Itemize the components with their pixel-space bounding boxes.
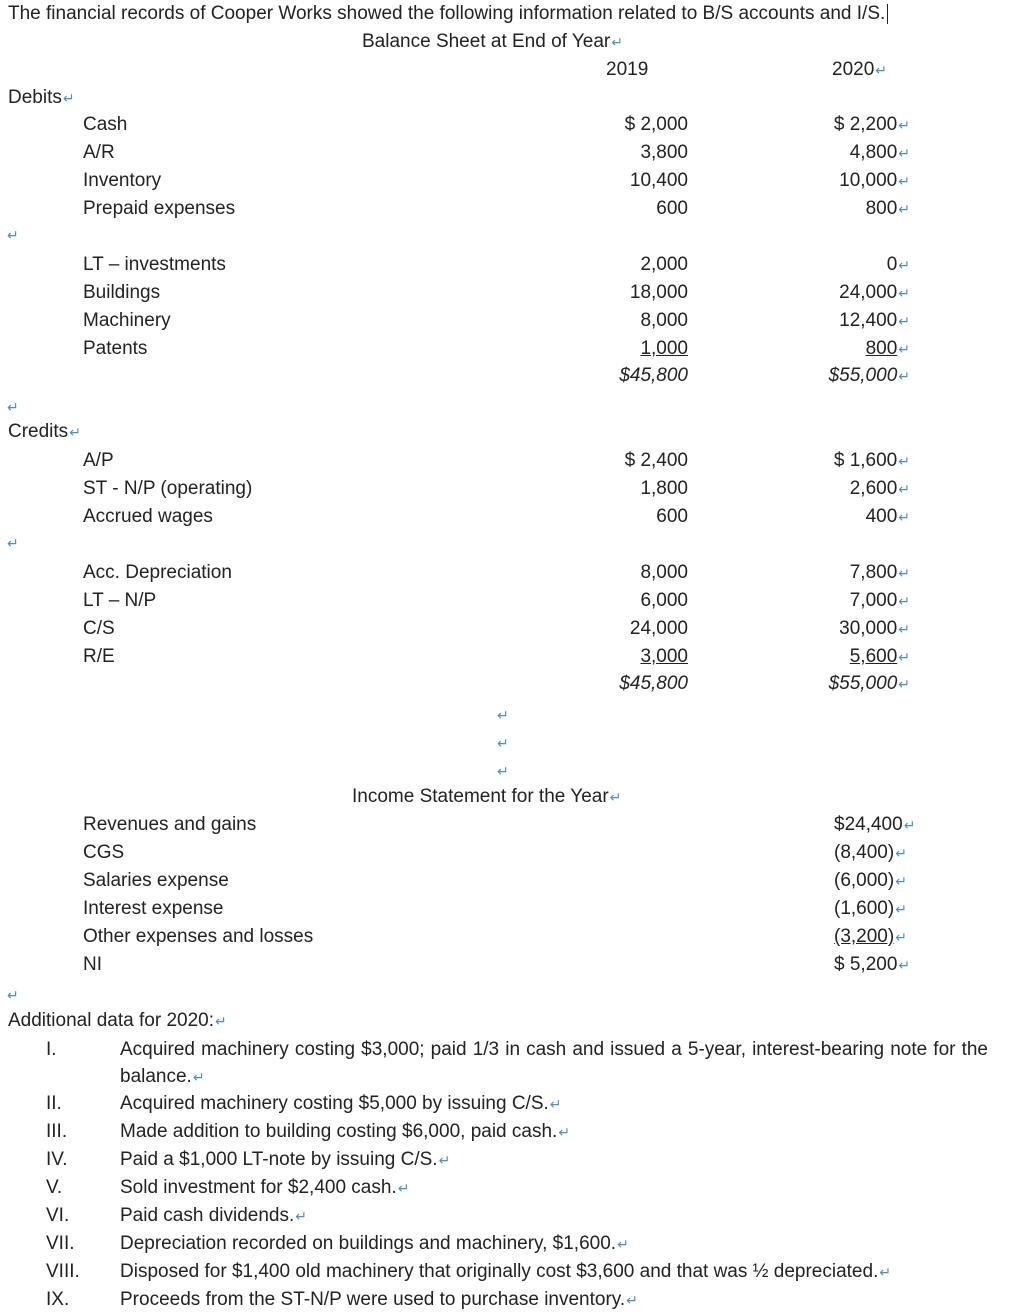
paragraph-mark-icon: ↵ [895,929,907,945]
income-value-text: $24,400 [834,814,903,835]
additional-item-text-content: Made addition to building costing $6,000, paid cash. [120,1121,558,1142]
paragraph-mark-icon: ↵ [898,509,910,525]
value-2019: 2,000 [640,254,688,275]
income-value [834,951,910,979]
value-2020 [780,559,910,587]
value-2020-text: 2,600 [849,478,898,499]
income-value [834,895,907,923]
income-label: CGS [83,842,125,863]
additional-item-text-content: Paid cash dividends. [120,1205,295,1226]
paragraph-mark-icon: ↵ [898,649,910,665]
income-value [834,867,907,895]
additional-item-text [120,1118,988,1146]
income-value [834,811,915,839]
income-statement-title: Income Statement for the Year↵ [352,786,622,807]
value-2020-text: $ 1,600 [833,450,898,471]
paragraph-mark-icon: ↵ [898,313,910,329]
additional-item-text-content: Acquired machinery costing $5,000 by issuing C/S. [120,1093,549,1114]
value-2019: 10,400 [629,170,688,191]
value-2019: 8,000 [640,562,688,583]
income-value [834,839,907,867]
paragraph-mark-icon: ↵ [879,1264,892,1280]
value-2020 [780,111,910,139]
paragraph-mark-icon: ↵ [898,173,910,189]
value-2020 [780,251,910,279]
additional-data-title: Additional data for 2020:↵ [8,1010,227,1031]
value-2020-text: 5,600 [849,646,898,667]
income-label: Interest expense [83,898,224,919]
account-label: R/E [83,646,115,667]
account-label: A/R [83,142,115,163]
income-value-text: (8,400) [834,842,895,863]
paragraph-mark-icon: ↵ [558,1124,571,1140]
debits-total-2020: $55,000↵ [828,365,910,386]
income-value-text: (1,600) [834,898,895,919]
value-2020 [780,139,910,167]
paragraph-mark-icon: ↵ [895,845,907,861]
value-2019: 600 [656,198,688,219]
paragraph-mark-icon: ↵ [397,1180,410,1196]
value-2020-text: 12,400 [839,310,898,331]
paragraph-mark-icon: ↵ [215,1013,227,1029]
paragraph-mark-icon: ↵ [895,873,907,889]
paragraph-mark-icon: ↵ [875,62,888,78]
additional-item-text-content: Sold investment for $2,400 cash. [120,1177,397,1198]
value-2020-text: 400 [865,506,898,527]
additional-item-number: II. [46,1093,62,1114]
intro-text: The financial records of Cooper Works showed the following information related to B/S accounts and I/S. [8,2,888,26]
value-2020 [780,475,910,503]
value-2020 [780,643,910,671]
paragraph-mark-icon: ↵ [895,901,907,917]
income-label: Salaries expense [83,870,229,891]
debits-label: Debits↵ [8,87,75,108]
value-2020-text: 7,000 [849,590,898,611]
paragraph-mark-icon: ↵ [898,145,910,161]
income-value-text: $ 5,200 [834,954,898,975]
paragraph-mark-icon: ↵ [626,1292,638,1308]
income-label: Revenues and gains [83,814,257,835]
paragraph-mark-icon: ↵ [898,565,910,581]
paragraph-mark-icon: ↵ [898,201,910,217]
paragraph-mark-icon: ↵ [611,34,623,50]
additional-item-number: V. [46,1177,63,1198]
value-2019: 1,000 [640,338,688,359]
value-2020-text: 800 [865,338,898,359]
value-2019: 6,000 [640,590,688,611]
value-2020 [780,195,910,223]
paragraph-mark-icon: ↵ [898,621,910,637]
additional-item-number: VI. [46,1205,70,1226]
credits-total-2020: $55,000↵ [828,673,910,694]
paragraph-mark-icon: ↵ [898,453,910,469]
account-label: Accrued wages [83,506,213,527]
paragraph-mark-icon: ↵ [438,1152,451,1168]
value-2020 [780,587,910,615]
value-2019: 3,000 [640,646,688,667]
value-2020-text: $ 2,200 [833,114,898,135]
paragraph-mark-icon: ↵ [62,90,75,106]
additional-item-number: IX. [46,1289,70,1310]
paragraph-mark-icon: ↵ [7,987,19,1003]
additional-item-text [120,1286,988,1314]
income-value-text: (3,200) [834,926,895,947]
text-cursor [887,4,888,24]
paragraph-mark-icon: ↵ [898,285,910,301]
additional-item-number: VII. [46,1233,75,1254]
paragraph-mark-icon: ↵ [192,1069,205,1085]
debits-total-2019: $45,800 [619,365,688,386]
value-2020 [780,615,910,643]
paragraph-mark-icon: ↵ [898,481,910,497]
value-2019: $ 2,000 [624,114,688,135]
value-2020 [780,307,910,335]
income-label: Other expenses and losses [83,926,314,947]
paragraph-mark-icon: ↵ [903,817,916,833]
additional-item-text [120,1230,988,1258]
account-label: Acc. Depreciation [83,562,232,583]
value-2020-text: 30,000 [839,618,898,639]
paragraph-mark-icon: ↵ [7,535,19,551]
paragraph-mark-icon: ↵ [7,399,19,415]
account-label: C/S [83,618,115,639]
account-label: Patents [83,338,148,359]
additional-item-number: III. [46,1121,68,1142]
income-value [834,923,907,951]
paragraph-mark-icon: ↵ [497,763,509,779]
value-2020 [780,335,910,363]
additional-item-text [120,1036,988,1091]
additional-item-text [120,1146,988,1174]
credits-label: Credits↵ [8,421,81,442]
paragraph-mark-icon: ↵ [898,593,910,609]
value-2020-text: 24,000 [839,282,898,303]
value-2020 [780,503,910,531]
balance-sheet-title: Balance Sheet at End of Year↵ [362,31,623,52]
additional-item-number: IV. [46,1149,68,1170]
value-2019: 3,800 [640,142,688,163]
additional-item-number: VIII. [46,1261,80,1282]
paragraph-mark-icon: ↵ [898,341,910,357]
value-2019: 18,000 [629,282,688,303]
value-2020-text: 7,800 [849,562,898,583]
paragraph-mark-icon: ↵ [7,227,19,243]
additional-item-text [120,1258,988,1286]
value-2020-text: 4,800 [849,142,898,163]
paragraph-mark-icon: ↵ [898,117,910,133]
value-2019: 1,800 [640,478,688,499]
additional-item-number: I. [46,1039,57,1060]
value-2020-text: 0 [886,254,898,275]
account-label: Inventory [83,170,162,191]
paragraph-mark-icon: ↵ [69,424,81,440]
value-2019: 8,000 [640,310,688,331]
paragraph-mark-icon: ↵ [295,1208,308,1224]
additional-item-text [120,1174,988,1202]
value-2019: 24,000 [629,618,688,639]
value-2020-text: 800 [865,198,898,219]
paragraph-mark-icon: ↵ [609,789,622,805]
account-label: ST - N/P (operating) [83,478,253,499]
year-header-2020: 2020↵ [832,59,888,80]
account-label: Cash [83,114,128,135]
paragraph-mark-icon: ↵ [898,257,910,273]
account-label: LT – investments [83,254,226,275]
additional-item-text-content: Disposed for $1,400 old machinery that originally cost $3,600 and that was ½ depreciated. [120,1261,879,1282]
paragraph-mark-icon: ↵ [617,1236,629,1252]
value-2020 [780,279,910,307]
value-2019: $ 2,400 [624,450,688,471]
paragraph-mark-icon: ↵ [898,957,911,973]
value-2020 [780,447,910,475]
account-label: Machinery [83,310,171,331]
account-label: Prepaid expenses [83,198,236,219]
account-label: A/P [83,450,114,471]
year-header-2019: 2019 [606,59,649,80]
additional-item-text [120,1090,988,1118]
additional-item-text-content: Acquired machinery costing $3,000; paid 1/3 in cash and issued a 5-year, interest-bearing note for the balance. [120,1039,988,1087]
value-2019: 600 [656,506,688,527]
paragraph-mark-icon: ↵ [549,1096,562,1112]
account-label: Buildings [83,282,161,303]
account-label: LT – N/P [83,590,157,611]
paragraph-mark-icon: ↵ [497,707,509,723]
value-2020 [780,167,910,195]
income-label: NI [83,954,102,975]
paragraph-mark-icon: ↵ [497,735,509,751]
additional-item-text-content: Paid a $1,000 LT-note by issuing C/S. [120,1149,438,1170]
credits-total-2019: $45,800 [619,673,688,694]
additional-item-text-content: Depreciation recorded on buildings and machinery, $1,600. [120,1233,617,1254]
additional-item-text [120,1202,988,1230]
income-value-text: (6,000) [834,870,895,891]
additional-item-text-content: Proceeds from the ST-N/P were used to purchase inventory. [120,1289,626,1310]
value-2020-text: 10,000 [839,170,898,191]
